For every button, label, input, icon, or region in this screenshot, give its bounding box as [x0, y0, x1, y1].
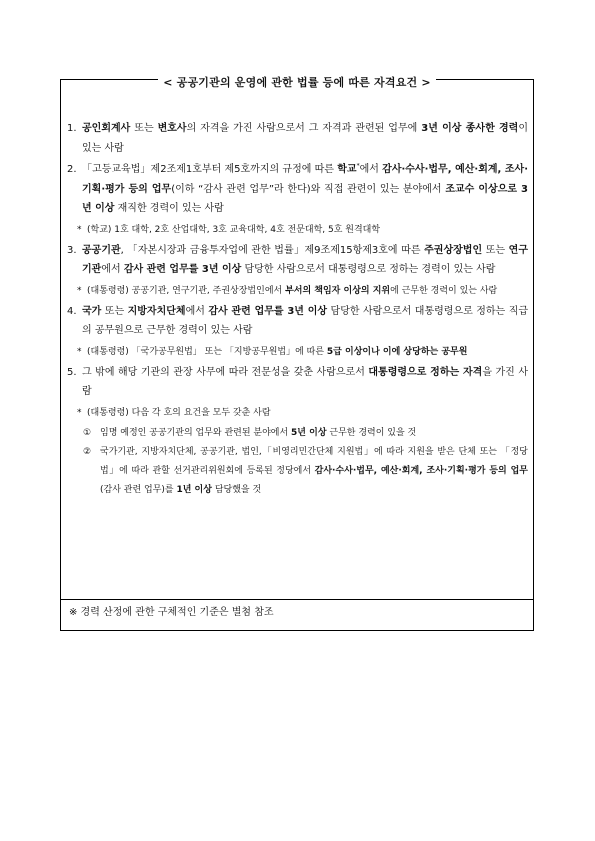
bold-text: 공공기관	[82, 244, 121, 256]
text-segment: (대통령령) 공공기관, 연구기관, 주권상장법인에서	[87, 285, 286, 296]
sub-requirement	[67, 443, 528, 500]
bold-text: 학교	[337, 164, 357, 175]
item-text	[82, 241, 528, 280]
bold-text: 국가	[82, 305, 102, 317]
bold-text: 감사·수사·법무, 예산·회계, 조사·기획·평가 등의 업무	[82, 164, 528, 195]
item-note	[67, 221, 528, 239]
text-segment: (대통령령) 「국가공무원법」 또는 「지방공무원법」에 따른	[87, 346, 327, 357]
text-segment: 국가기관, 지방자치단체, 공공기관, 법인,「비영리민간단체 지원법」에 따라 지원을 받은 단체 또는 「정당법」에 따라 관할 선거관리위원회에 등록된 정당에서	[100, 446, 528, 476]
text-segment: , 「자본시장과 금융투자업에 관한 법률」제9조제15항제3호에 따른	[120, 244, 425, 256]
bold-text: 연구기관	[82, 244, 528, 275]
bold-text: 감사 관련 업무를 3년 이상	[123, 264, 242, 275]
text-segment: 담당했을 것	[211, 484, 262, 495]
footnote-mark: *	[356, 162, 360, 170]
note-text	[87, 282, 528, 300]
text-segment: (감사 관련 업무)를	[100, 484, 177, 495]
note-star: *	[77, 285, 82, 296]
note-text	[87, 221, 528, 239]
text-segment: 그 밖에 해당 기관의 관장 사무에 따라 전문성을 갖춘 사람으로서	[82, 366, 369, 378]
bold-text: 1년 이상	[176, 484, 212, 495]
requirement-item	[67, 241, 528, 280]
requirements-box	[60, 76, 534, 631]
text-segment: 또는	[482, 244, 509, 256]
sub-number: ②	[83, 446, 92, 457]
text-segment: 의 자격을 가진 사람으로서 그 자격과 관련된 업무에	[186, 123, 422, 134]
requirement-item	[67, 302, 528, 341]
text-segment: 에서	[185, 305, 209, 317]
item-number: 4.	[67, 305, 77, 317]
bold-text: 5년 이상	[291, 427, 327, 438]
sub-requirement	[67, 424, 528, 443]
bold-text: 3년 이상 종사한 경력	[421, 123, 519, 134]
note-text	[87, 343, 528, 361]
requirement-item	[67, 363, 528, 402]
footer-note: ※ 경력 산정에 관한 구체적인 기준은 별첨 참조	[69, 607, 274, 618]
item-text	[82, 302, 528, 341]
requirement-item	[67, 160, 528, 219]
item-note	[67, 282, 528, 300]
note-star: *	[77, 346, 82, 357]
bold-text: 감사·수사·법무, 예산·회계, 조사·기획·평가 등의 업무	[314, 465, 528, 476]
text-segment: 담당한 사람으로서 대통령령으로 정하는 경력이 있는 사람	[241, 264, 496, 275]
requirement-item	[67, 119, 528, 158]
text-segment: 또는	[101, 305, 128, 317]
text-segment: (이하 “감사 관련 업무”라 한다)와 직접 관련이 있는 분야에서	[171, 183, 446, 195]
item-text	[82, 160, 528, 219]
box-title: < 공공기관의 운영에 관한 법률 등에 따른 자격요건 >	[158, 74, 436, 91]
text-segment: 「고등교육법」제2조제1호부터 제5호까지의 규정에 따른	[82, 164, 338, 175]
sub-text	[100, 424, 528, 443]
bold-text: 감사 관련 업무를 3년 이상	[208, 305, 328, 317]
bold-text: 공인회계사	[82, 123, 131, 134]
item-note	[67, 343, 528, 361]
text-segment: 임명 예정인 공공기관의 업무와 관련된 분야에서	[100, 427, 292, 438]
sub-number: ①	[83, 427, 92, 438]
text-segment: 재직한 경력이 있는 사람	[114, 203, 224, 214]
bold-text: 5급 이상이나 이에 상당하는 공무원	[326, 346, 468, 357]
bold-text: 대통령령으로 정하는 자격	[368, 366, 483, 378]
bold-text: 부서의 책임자 이상의 지위	[285, 285, 391, 296]
bold-text: 지방자치단체	[127, 305, 186, 317]
item-text	[82, 119, 528, 158]
text-segment: 에 근무한 경력이 있는 사람	[390, 285, 498, 296]
text-segment: 을 가진 사람	[82, 366, 528, 397]
item-number: 1.	[67, 123, 77, 134]
item-number: 5.	[67, 366, 77, 378]
text-segment: (학교) 1호 대학, 2호 산업대학, 3호 교육대학, 4호 전문대학, 5호 원격대학	[87, 224, 381, 235]
note-star: *	[77, 224, 82, 235]
text-segment: (대통령령) 다음 각 호의 요건을 모두 갖춘 사람	[87, 407, 271, 418]
text-segment: 이 있는 사람	[82, 123, 528, 154]
footer-divider	[61, 599, 533, 600]
item-note	[67, 404, 528, 422]
bold-text: 변호사	[157, 123, 187, 134]
bold-text: 주권상장법인	[424, 244, 483, 256]
requirements-list	[67, 119, 528, 500]
sub-text	[100, 443, 528, 500]
item-number: 2.	[67, 164, 77, 175]
item-number: 3.	[67, 244, 77, 256]
text-segment: 담당한 사람으로서 대통령령으로 정하는 직급의 공무원으로 근무한 경력이 있는 사람	[82, 305, 529, 336]
item-text	[82, 363, 528, 402]
text-segment: 에서	[359, 164, 383, 175]
text-segment: 에서	[101, 264, 124, 275]
note-star: *	[77, 407, 82, 418]
note-text	[87, 404, 528, 422]
text-segment: 또는	[130, 123, 158, 134]
title-wrap	[61, 71, 533, 91]
text-segment: 근무한 경력이 있을 것	[326, 427, 417, 438]
bold-text: 조교수 이상으로 3년 이상	[82, 183, 529, 214]
